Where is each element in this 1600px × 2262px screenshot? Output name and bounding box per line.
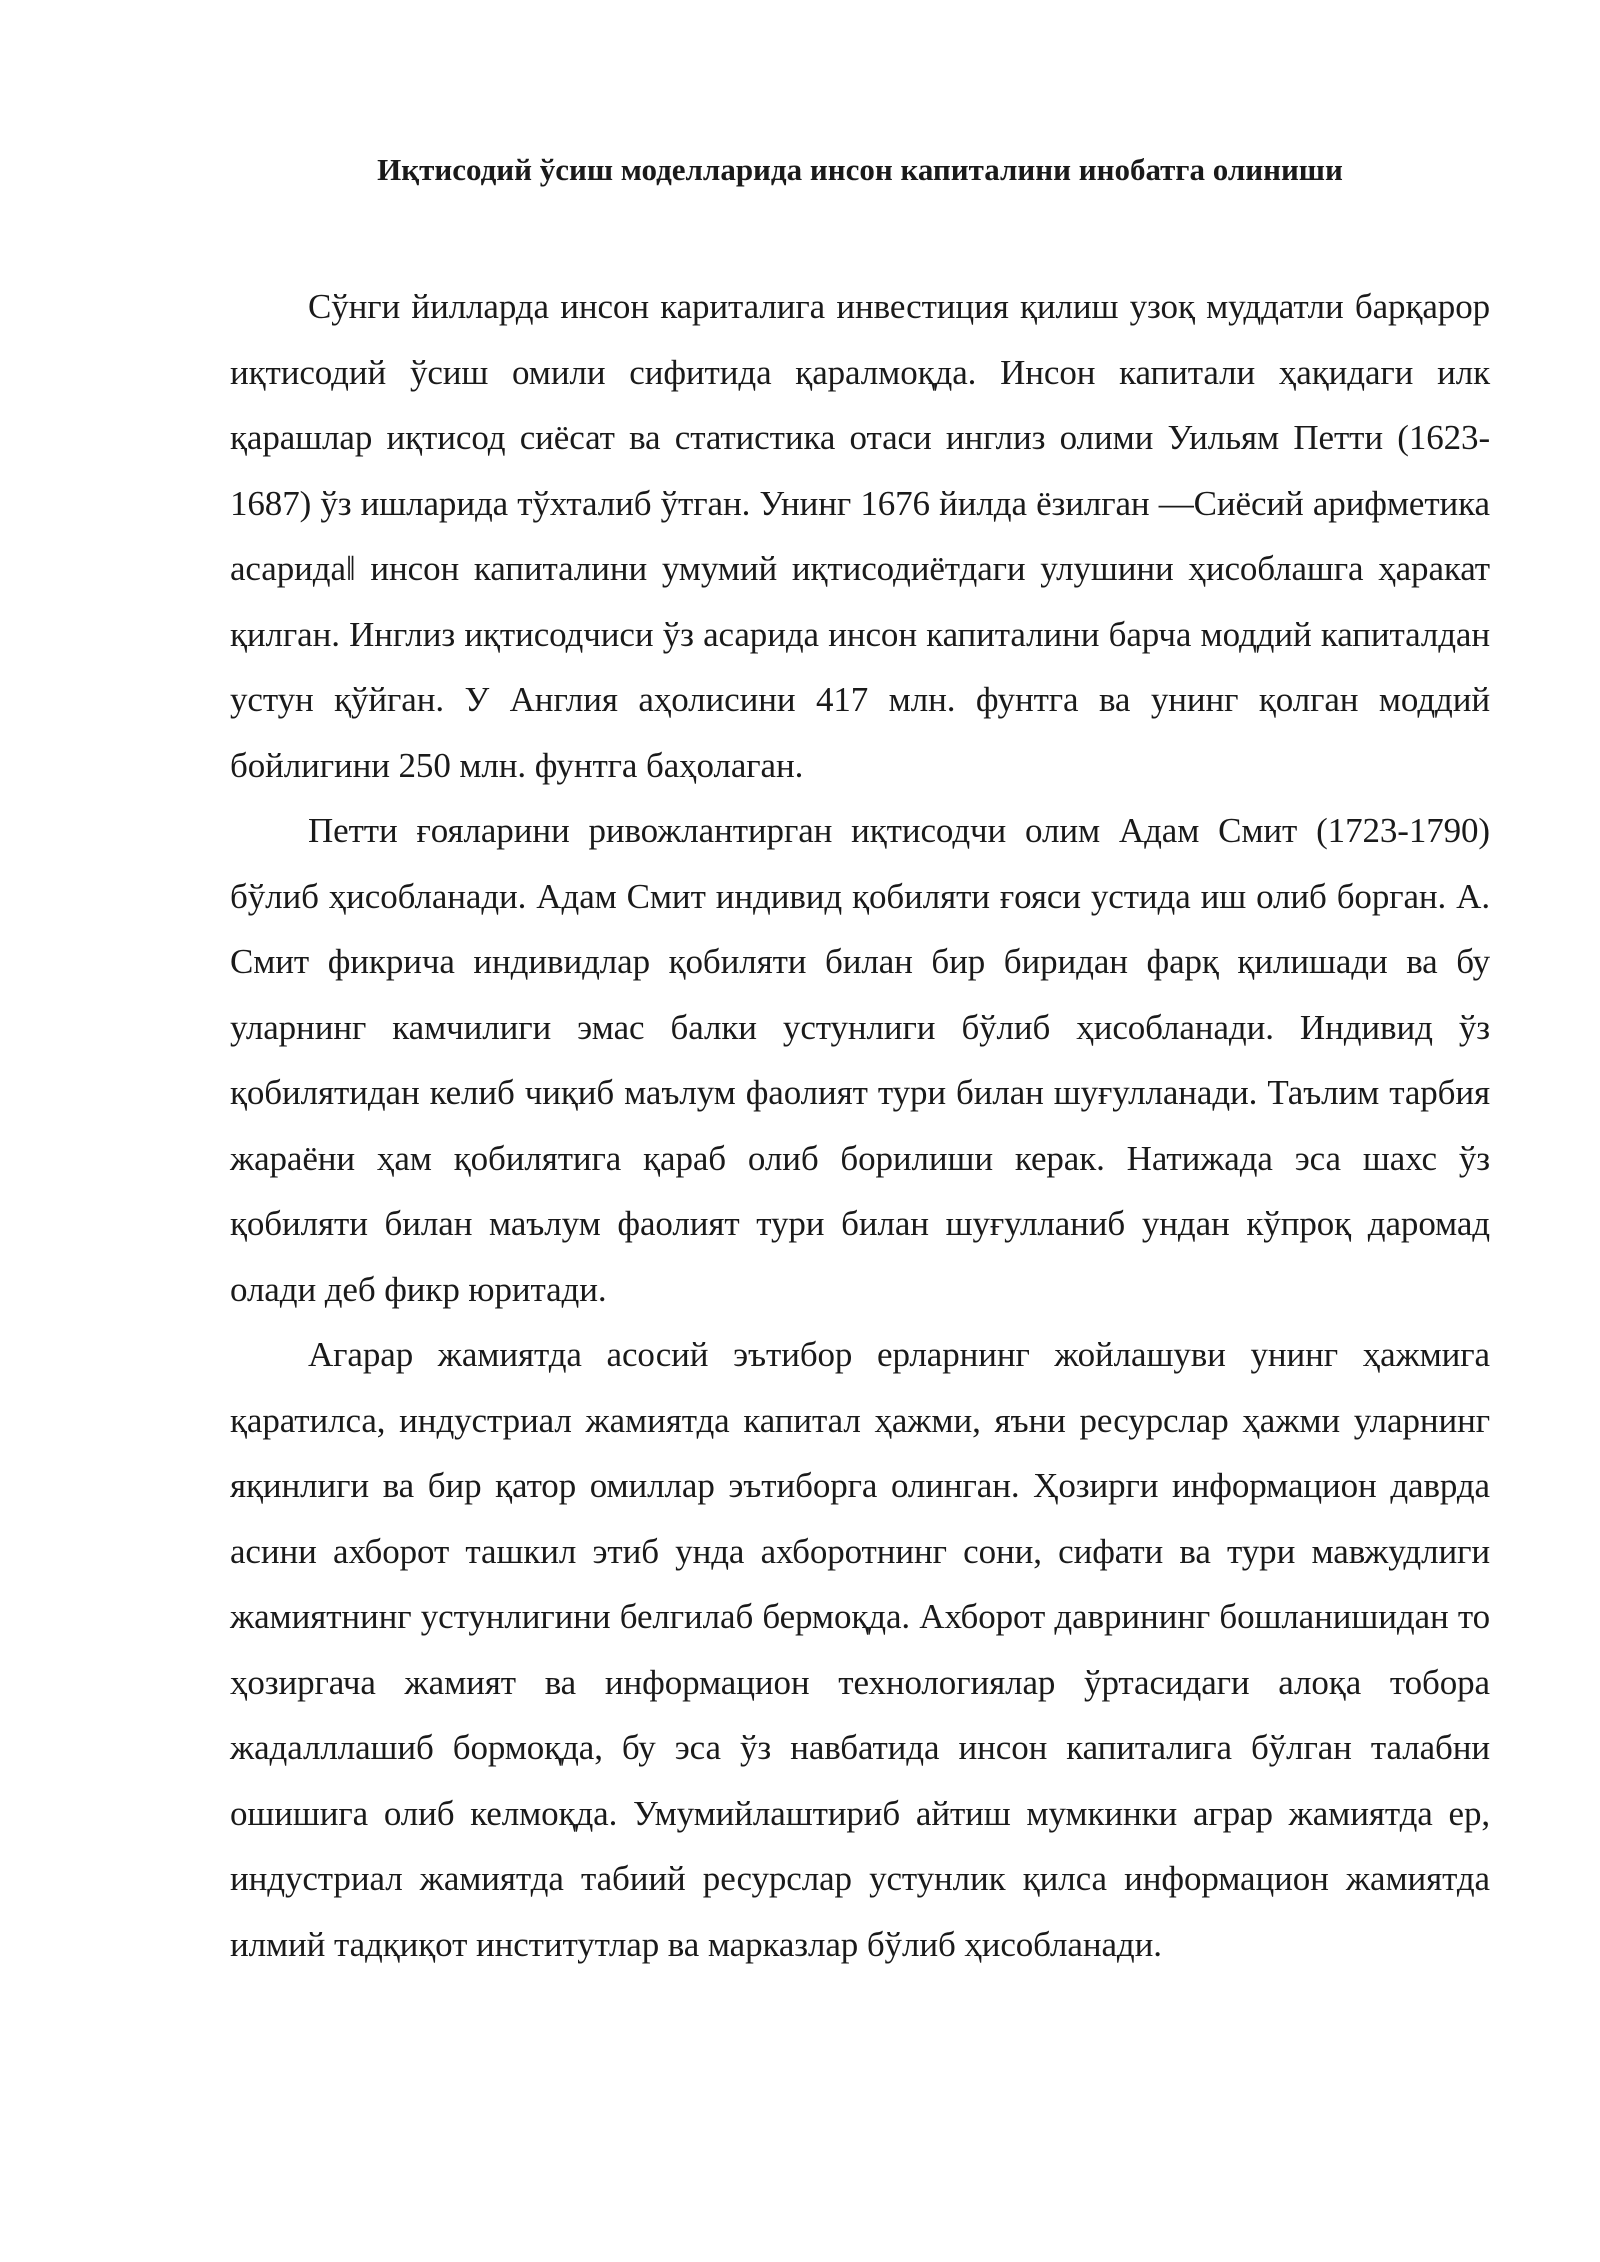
document-title: Иқтисодий ўсиш моделларида инсон капиталини инобатга олиниши: [377, 152, 1343, 187]
paragraph: Петти ғояларини ривожлантирган иқтисодчи олим Адам Смит (1723-1790) бўлиб ҳисобланади. Адам Смит индивид қобиляти ғояси устида иш олиб борган. А. Смит фикрича индивидлар қобиляти билан бир биридан фарқ қилишади ва бу уларнинг камчилиги эмас балки устунлиги бўлиб ҳисобланади. Индивид ўз қобилятидан келиб чиқиб маълум фаолият тури билан шуғулланади. Таълим тарбия жараёни ҳам қобилятига қараб олиб борилиши керак. Натижада эса шахс ўз қобиляти билан маълум фаолият тури билан шуғулланиб ундан кўпроқ даромад олади деб фикр юритади.: [230, 811, 1490, 1309]
paragraph: Агарар жамиятда асосий эътибор ерларнинг жойлашуви унинг ҳажмига қаратилса, индустриал жамиятда капитал ҳажми, яъни ресурслар ҳажми уларнинг яқинлиги ва бир қатор омиллар эътиборга олинган. Ҳозирги информацион даврда асини ахборот ташкил этиб унда ахборотнинг сони, сифати ва тури мавжудлиги жамиятнинг устунлигини белгилаб бермоқда. Ахборот даврининг бошланишидан то ҳозиргача жамият ва информацион технологиялар ўртасидаги алоқа тобора жадалллашиб бормоқда, бу эса ўз навбатида инсон капиталига бўлган талабни ошишига олиб келмоқда. Умумийлаштириб айтиш мумкинки аграр жамиятда ер, индустриал жамиятда табиий ресурслар устунлик қилса информацион жамиятда илмий тадқиқот институтлар ва марказлар бўлиб ҳисобланади.: [230, 1335, 1490, 1964]
document-body: [230, 274, 1490, 1977]
paragraph: Сўнги йилларда инсон кариталига инвестиция қилиш узоқ муддатли барқарор иқтисодий ўсиш омили сифитида қаралмоқда. Инсон капитали ҳақидаги илк қарашлар иқтисод сиёсат ва статистика отаси инглиз олими Уильям Петти (1623-1687) ўз ишларида тўхталиб ўтган. Унинг 1676 йилда ёзилган ―Сиёсий арифметика асарида‖ инсон капиталини умумий иқтисодиётдаги улушини ҳисоблашга ҳаракат қилган. Инглиз иқтисодчиси ўз асарида инсон капиталини барча моддий капиталдан устун қўйган. У Англия аҳолисини 417 млн. фунтга ва унинг қолган моддий бойлигини 250 млн. фунтга баҳолаган.: [230, 287, 1490, 785]
